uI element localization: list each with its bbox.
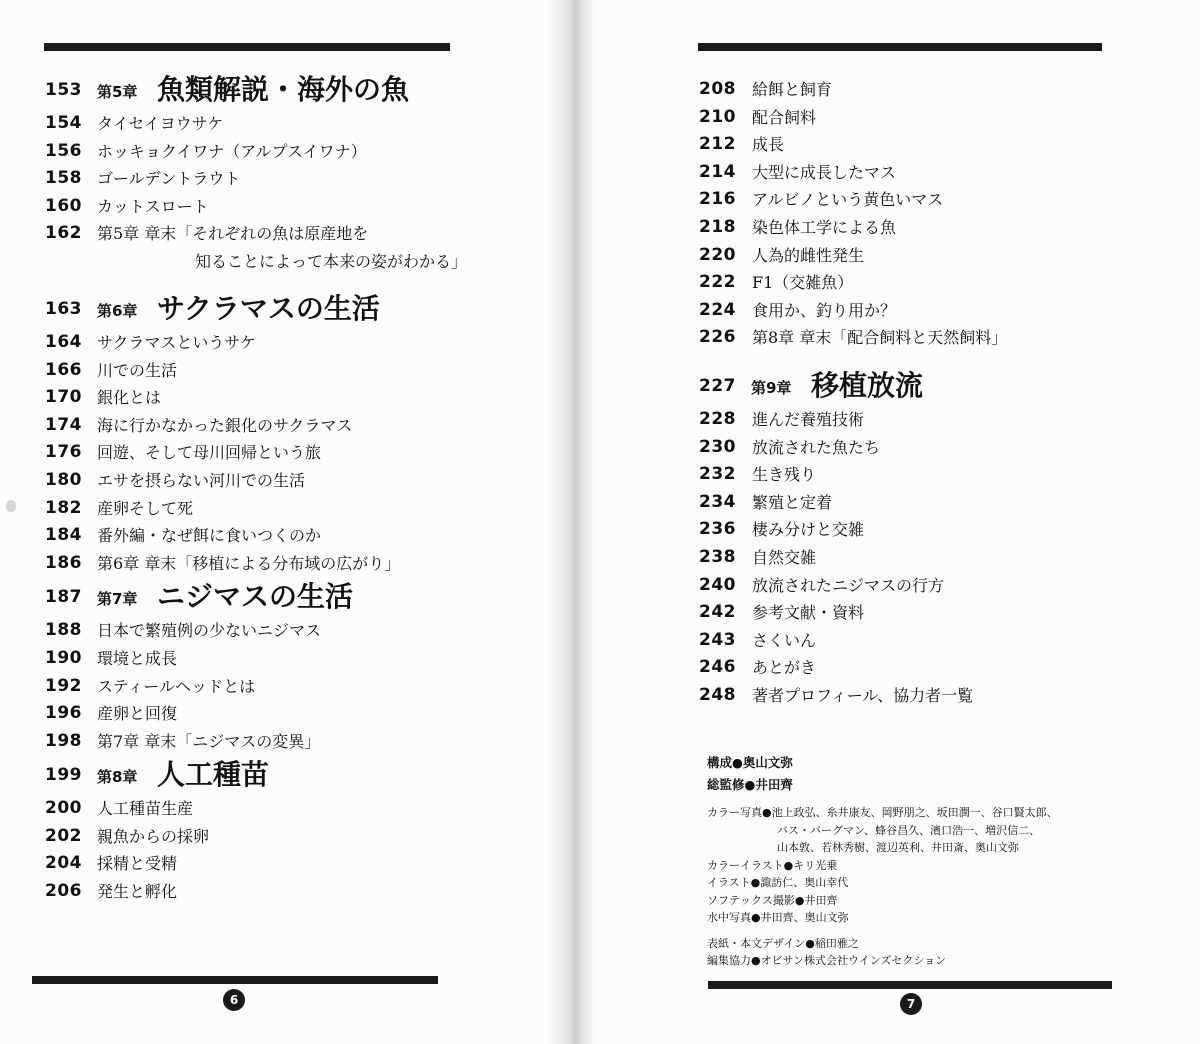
toc-page-number: 210 [699,106,736,127]
toc-page-number: 188 [45,620,82,641]
toc-entry [45,110,535,138]
credit-line: ソフテックス撮影●井田齊 [707,893,838,907]
toc-entry [45,645,535,673]
toc-title: 給餌と飼育 [752,80,833,99]
toc-chapter-heading [45,70,535,110]
credit-line: 総監修●井田齊 [707,777,793,792]
toc-chapter-heading [45,755,535,795]
toc-entry [699,682,1179,710]
toc-chapter-heading [45,289,535,329]
toc-entry [699,461,1179,489]
toc-entry [45,412,535,440]
toc-entry [45,617,535,645]
credit-line: バス・バーグマン、蜂谷昌久、濱口浩一、増沢信二、 [777,823,1041,837]
toc-page-number: 216 [699,189,736,210]
toc-page-number: 180 [45,469,82,490]
toc-page-number: 174 [45,414,82,435]
toc-title: 川での生活 [97,360,178,380]
toc-page-number: 153 [45,80,82,100]
toc-entry [45,165,535,193]
toc-page-number: 156 [45,140,82,161]
toc-title: 放流された魚たち [752,437,881,457]
toc-page-number: 190 [45,647,82,668]
toc-entry [45,823,535,851]
toc-entry [45,728,535,756]
toc-entry [699,214,1179,242]
toc-title: エサを摂らない河川での生活 [97,470,306,490]
toc-entry [45,550,535,578]
toc-title: 第8章 章末「配合飼料と天然飼料」 [752,328,1008,348]
toc-entry [699,297,1179,325]
toc-page-number: 214 [699,161,736,182]
credit-line: 表紙・本文デザイン●稲田雅之 [707,936,859,950]
chapter-label: 第7章 [97,590,138,609]
toc-page-number: 222 [699,272,736,293]
toc-title: 採精と受精 [97,854,178,874]
toc-title: あとがき [752,658,817,678]
toc-title: 回遊、そして母川回帰という旅 [97,443,322,463]
toc-entry-continuation [45,248,535,275]
toc-page-number: 154 [45,113,82,133]
toc-page-number: 192 [45,675,82,696]
toc-entry [699,572,1179,600]
bottom-rule [32,976,438,984]
toc-title: スティールヘッドとは [97,676,256,696]
toc-page-number: 182 [45,497,82,518]
toc-page-number: 186 [45,552,82,573]
toc-entry [45,193,535,221]
toc-entry [699,489,1179,517]
toc-entry [45,329,535,357]
toc-page-number: 166 [45,359,82,380]
toc-page-number: 184 [45,525,82,546]
toc-entry [699,544,1179,572]
toc-title: 銀化とは [97,388,162,408]
toc-entry [45,138,535,166]
page-number: 7 [900,993,922,1015]
toc-page-number: 196 [45,703,82,724]
table-of-contents [45,70,535,906]
toc-page-number: 246 [699,657,736,678]
toc-entry [699,654,1179,682]
toc-entry [699,242,1179,270]
toc-title: 自然交雑 [752,547,817,567]
bottom-rule [708,981,1112,989]
toc-title: 食用か、釣り用か？ [752,300,897,320]
toc-page-number: 218 [699,216,736,237]
toc-page-number: 199 [45,765,82,786]
credit-line: カラー写真●池上政弘、糸井康友、岡野朋之、坂田潤一、谷口賢太郎、 [707,806,1058,819]
toc-title: 大型に成長したマス [752,162,897,182]
toc-entry [699,104,1179,132]
toc-title: 人為的雌性発生 [752,245,865,265]
toc-page-number: 187 [45,587,82,608]
toc-page-number: 158 [45,168,82,189]
toc-title: 繁殖と定着 [752,492,833,512]
toc-title: F1（交雑魚） [752,273,854,293]
toc-title: 産卵と回復 [97,704,178,724]
toc-page-number: 170 [45,387,82,408]
chapter-label: 第5章 [97,83,138,101]
toc-page-number: 202 [45,825,82,846]
toc-title: 参考文献・資料 [752,603,865,623]
credit-line: 水中写真●井田齊、奥山文弥 [707,911,849,924]
chapter-title: サクラマスの生活 [157,291,380,325]
toc-page-number: 240 [699,574,736,595]
toc-title: 海に行かなかった銀化のサクラマス [97,415,353,435]
toc-page-number: 227 [699,375,736,396]
toc-spacer [45,275,535,289]
toc-page-number: 160 [45,195,82,216]
table-of-contents [699,76,1179,709]
book-gutter [548,0,598,1044]
toc-page-number: 176 [45,442,82,463]
toc-title: アルビノという黄色いマス [752,190,944,210]
toc-title: 進んだ養殖技術 [752,409,865,429]
chapter-title: 人工種苗 [157,758,270,792]
toc-title: 番外編・なぜ餌に食いつくのか [97,526,322,546]
toc-page-number: 200 [45,798,82,819]
toc-chapter-heading [699,366,1179,406]
credit-line: 構成●奥山文弥 [707,755,793,770]
chapter-label: 第8章 [97,768,138,787]
toc-entry [699,627,1179,655]
toc-title: サクラマスというサケ [97,332,256,352]
toc-title: 棲み分けと交雑 [752,520,865,540]
credit-line: カラーイラスト●キリ光乗 [707,858,838,872]
toc-entry [699,131,1179,159]
toc-entry [699,186,1179,214]
chapter-title: 魚類解説・海外の魚 [157,73,410,106]
toc-page-number: 228 [699,408,736,429]
toc-page-number: 230 [699,436,736,457]
toc-entry [45,878,535,906]
toc-entry [45,439,535,467]
toc-title: 発生と孵化 [97,882,178,902]
toc-entry [45,522,535,550]
toc-title: 日本で繁殖例の少ないニジマス [97,621,322,641]
toc-title: 人工種苗生産 [97,799,194,819]
toc-page-number: 162 [45,223,82,244]
toc-title: 第7章 章末「ニジマスの変異」 [97,731,321,751]
toc-entry [699,434,1179,462]
toc-entry [699,516,1179,544]
smudge-mark [6,500,16,512]
toc-title: 第6章 章末「移植による分布域の広がり」 [97,553,401,573]
toc-entry [45,700,535,728]
toc-page-number: 224 [699,299,736,320]
toc-spacer [699,352,1179,366]
toc-entry [45,467,535,495]
toc-page-number: 208 [699,79,736,99]
toc-entry [45,384,535,412]
toc-entry [699,599,1179,627]
toc-entry [699,269,1179,297]
toc-entry [45,357,535,385]
toc-entry [45,673,535,701]
toc-chapter-heading [45,577,535,617]
chapter-label: 第6章 [97,301,138,320]
toc-title: 著者プロフィール、協力者一覧 [752,685,974,705]
top-rule [44,43,450,51]
toc-title: 配合飼料 [752,107,817,127]
toc-page-number: 220 [699,244,736,265]
toc-page-number: 238 [699,546,736,567]
toc-page-number: 232 [699,464,736,485]
toc-entry [699,76,1179,104]
toc-title: 知ることによって本来の姿がわかる」 [195,251,468,271]
chapter-title: ニジマスの生活 [157,580,354,614]
toc-page-number: 198 [45,730,82,751]
top-rule [698,43,1102,51]
left-page [0,0,570,1044]
toc-title: 環境と成長 [97,648,178,668]
toc-page-number: 163 [45,298,82,319]
toc-title: タイセイヨウサケ [97,114,224,133]
toc-title: 染色体工学による魚 [752,217,897,237]
toc-entry [699,324,1179,352]
toc-page-number: 164 [45,331,82,352]
toc-entry [45,795,535,823]
toc-page-number: 234 [699,491,736,512]
toc-page-number: 204 [45,853,82,874]
toc-page-number: 226 [699,327,736,348]
toc-title: 第5章 章末「それぞれの魚は原産地を [97,224,369,244]
chapter-label: 第9章 [751,378,792,397]
toc-page-number: 243 [699,629,736,650]
toc-title: さくいん [752,630,817,650]
toc-title: 成長 [752,135,785,155]
toc-entry [699,406,1179,434]
toc-title: 放流されたニジマスの行方 [752,575,945,595]
toc-title: カットスロート [97,196,209,216]
credit-line: 編集協力●オビサン株式会社ウインズセクション [707,954,947,967]
toc-page-number: 242 [699,602,736,623]
chapter-title: 移植放流 [811,368,924,402]
toc-page-number: 248 [699,684,736,705]
toc-title: 生き残り [752,465,817,485]
toc-title: ホッキョクイワナ（アルプスイワナ） [97,141,367,161]
credit-line: 山本敦、若林秀樹、渡辺英利、井田斎、奥山文弥 [777,841,1019,854]
toc-title: ゴールデントラウト [97,169,241,189]
page-number: 6 [223,989,245,1011]
toc-entry [45,220,535,248]
toc-title: 産卵そして死 [97,498,194,518]
toc-page-number: 236 [699,519,736,540]
toc-page-number: 206 [45,881,82,902]
toc-title: 親魚からの採卵 [97,826,210,846]
credit-line: イラスト●諏訪仁、奥山幸代 [707,876,849,889]
toc-entry [45,495,535,523]
toc-entry [699,159,1179,187]
toc-page-number: 212 [699,134,736,155]
credits-block [707,752,1058,970]
toc-entry [45,850,535,878]
